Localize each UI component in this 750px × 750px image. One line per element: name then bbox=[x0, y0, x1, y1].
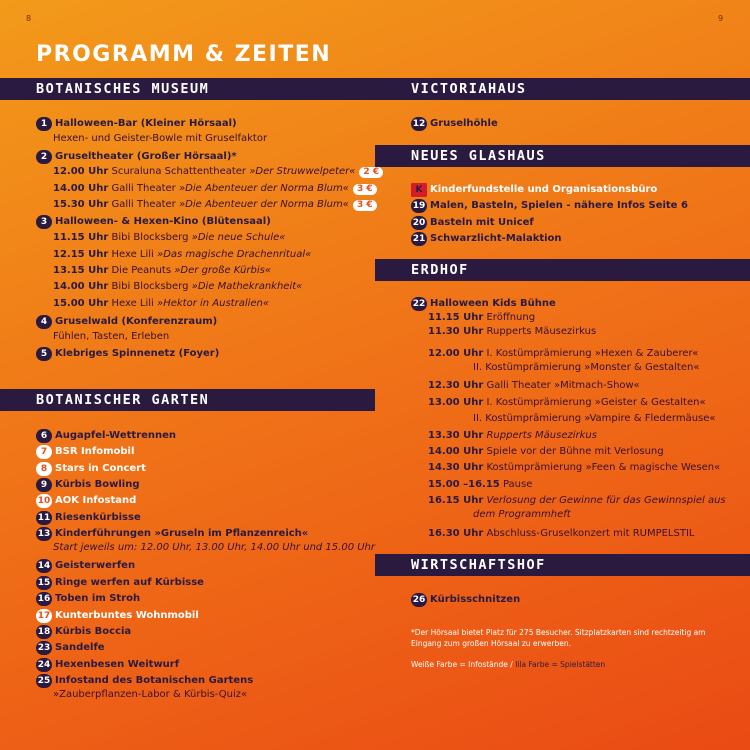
location-number-badge: 20 bbox=[412, 218, 426, 228]
schedule-entry: 12.30 Uhr Galli Theater »Mitmach-Show« bbox=[428, 380, 640, 391]
schedule-entry: 13.30 Uhr Rupperts Mäusezirkus bbox=[428, 430, 597, 441]
location-number-badge: 18 bbox=[37, 627, 51, 637]
page-title: PROGRAMM & ZEITEN bbox=[36, 42, 332, 67]
section-header-wirtschaftshof: WIRTSCHAFTSHOF bbox=[375, 554, 750, 576]
location-number-badge: 16 bbox=[37, 594, 51, 604]
list-item: 13 Kinderführungen »Gruseln im Pflanzenreich« bbox=[37, 528, 309, 539]
list-item: 3 Halloween- & Hexen-Kino (Blütensaal) bbox=[36, 215, 271, 229]
schedule-entry: 14.00 Uhr Spiele vor der Bühne mit Verlosung bbox=[428, 446, 664, 457]
section-header-erdhof: ERDHOF bbox=[375, 259, 750, 281]
schedule-entry: 11.30 Uhr Rupperts Mäusezirkus bbox=[428, 326, 597, 337]
list-item: 9 Kürbis Bowling bbox=[36, 478, 140, 492]
page-number-right: 9 bbox=[718, 14, 724, 23]
list-item: 7 BSR Infomobil bbox=[36, 445, 134, 459]
list-item: 19 Malen, Basteln, Spielen - nähere Infos Seite 6 bbox=[412, 200, 688, 211]
location-number-badge: 17 bbox=[37, 611, 51, 621]
item-description: »Zauberpflanzen-Labor & Kürbis-Quiz« bbox=[53, 689, 248, 700]
section-header-garden: BOTANISCHER GARTEN bbox=[0, 389, 375, 411]
list-item: 25 Infostand des Botanischen Gartens bbox=[37, 675, 254, 686]
schedule-entry: 14.00 Uhr Galli Theater »Die Abenteuer der Norma Blum« 3 € bbox=[53, 183, 377, 195]
section-header-museum: BOTANISCHES MUSEUM bbox=[0, 78, 375, 100]
location-number-badge: 5 bbox=[36, 347, 52, 361]
location-number-badge: 13 bbox=[37, 529, 51, 539]
location-number-badge: 19 bbox=[412, 201, 426, 211]
schedule-entry: 13.00 Uhr I. Kostümprämierung »Geister & Gestalten« bbox=[428, 397, 706, 408]
schedule-entry: 14.30 Uhr Kostümprämierung »Feen & magische Wesen« bbox=[428, 462, 721, 473]
list-item: 2 Gruseltheater (Großer Hörsaal)* bbox=[36, 150, 237, 164]
location-number-badge: 6 bbox=[36, 429, 52, 443]
list-item: 26 Kürbisschnitzen bbox=[412, 594, 521, 605]
location-number-badge: 23 bbox=[37, 643, 51, 653]
location-number-badge: 10 bbox=[37, 496, 51, 506]
list-item: 22 Halloween Kids Bühne bbox=[412, 298, 556, 309]
schedule-entry: 12.00 Uhr Scuraluna Schattentheater »Der Struwwelpeter« 2 € bbox=[53, 166, 383, 178]
list-item: 10 AOK Infostand bbox=[37, 495, 137, 506]
list-item: 8 Stars in Concert bbox=[36, 462, 146, 476]
location-number-badge: 14 bbox=[37, 561, 51, 571]
page-number-left: 8 bbox=[26, 14, 32, 23]
location-number-badge: 8 bbox=[36, 462, 52, 476]
schedule-entry: II. Kostümprämierung »Monster & Gestalten« bbox=[473, 362, 700, 373]
list-item: 17 Kunterbuntes Wohnmobil bbox=[37, 610, 199, 621]
list-item: 15 Ringe werfen auf Kürbisse bbox=[37, 577, 204, 588]
list-item: 5 Klebriges Spinnenetz (Foyer) bbox=[36, 347, 219, 361]
list-item: 18 Kürbis Boccia bbox=[37, 626, 132, 637]
location-number-badge: 7 bbox=[36, 445, 52, 459]
list-item: 24 Hexenbesen Weitwurf bbox=[37, 659, 180, 670]
location-number-badge: 21 bbox=[412, 234, 426, 244]
schedule-entry: 12.15 Uhr Hexe Lili »Das magische Drachenritual« bbox=[53, 249, 312, 260]
item-description: Hexen- und Geister-Bowle mit Gruselfaktor bbox=[53, 133, 268, 144]
location-number-badge: 25 bbox=[37, 676, 51, 686]
list-item: 20 Basteln mit Unicef bbox=[412, 217, 534, 228]
schedule-entry: 11.15 Uhr Eröffnung bbox=[428, 312, 536, 323]
footnote: *Der Hörsaal bietet Platz für 275 Besucher. Sitzplatzkarten sind rechtzeitig am Eingang zum großen Hörsaal zu erwerben. bbox=[411, 628, 706, 648]
price-badge: 2 € bbox=[359, 167, 383, 178]
price-badge: 3 € bbox=[353, 184, 377, 195]
color-legend: Weiße Farbe = Infostände / lila Farbe = Spielstätten bbox=[411, 660, 606, 669]
schedule-entry: 16.30 Uhr Abschluss-Gruselkonzert mit RUMPELSTIL bbox=[428, 528, 695, 539]
location-number-badge: 12 bbox=[412, 119, 426, 129]
item-description: Fühlen, Tasten, Erleben bbox=[53, 331, 170, 342]
list-item: 4 Gruselwald (Konferenzraum) bbox=[36, 315, 217, 329]
section-header-victoriahaus: VICTORIAHAUS bbox=[375, 78, 750, 100]
list-item: 12 Gruselhöhle bbox=[412, 118, 498, 129]
location-number-badge: 24 bbox=[37, 660, 51, 670]
schedule-entry: II. Kostümprämierung »Vampire & Fledermäuse« bbox=[473, 413, 716, 424]
location-number-badge: 1 bbox=[36, 117, 52, 131]
location-number-badge: 2 bbox=[36, 150, 52, 164]
list-item: 14 Geisterwerfen bbox=[37, 560, 136, 571]
list-item: 1 Halloween-Bar (Kleiner Hörsaal) bbox=[36, 117, 237, 131]
list-item: 11 Riesenkürbisse bbox=[37, 512, 141, 523]
location-number-badge: 9 bbox=[36, 478, 52, 492]
list-item: 16 Toben im Stroh bbox=[37, 593, 141, 604]
list-item: 21 Schwarzlicht-Malaktion bbox=[412, 233, 562, 244]
location-letter-badge: K bbox=[411, 183, 427, 197]
list-item: K Kinderfundstelle und Organisationsbüro bbox=[411, 183, 657, 197]
schedule-entry: 11.15 Uhr Bibi Blocksberg »Die neue Schule« bbox=[53, 232, 286, 243]
price-badge: 3 € bbox=[353, 200, 377, 211]
list-item: 6 Augapfel-Wettrennen bbox=[36, 429, 176, 443]
schedule-entry: 13.15 Uhr Die Peanuts »Der große Kürbis« bbox=[53, 265, 272, 276]
location-number-badge: 22 bbox=[412, 299, 426, 309]
location-number-badge: 3 bbox=[36, 215, 52, 229]
section-header-glashaus: NEUES GLASHAUS bbox=[375, 145, 750, 167]
schedule-entry: 15.30 Uhr Galli Theater »Die Abenteuer der Norma Blum« 3 € bbox=[53, 199, 377, 211]
schedule-entry: 15.00 Uhr Hexe Lili »Hektor in Australien« bbox=[53, 298, 270, 309]
schedule-entry: 16.15 Uhr Verlosung der Gewinne für das Gewinnspiel aus bbox=[428, 495, 726, 506]
schedule-entry: 15.00 –16.15 Pause bbox=[428, 479, 533, 490]
location-number-badge: 26 bbox=[412, 595, 426, 605]
schedule-entry: dem Programmheft bbox=[473, 509, 571, 520]
schedule-entry: 12.00 Uhr I. Kostümprämierung »Hexen & Zauberer« bbox=[428, 348, 699, 359]
location-number-badge: 11 bbox=[37, 513, 51, 523]
item-description: Start jeweils um: 12.00 Uhr, 13.00 Uhr, 14.00 Uhr und 15.00 Uhr bbox=[53, 542, 376, 553]
schedule-entry: 14.00 Uhr Bibi Blocksberg »Die Mathekrankheit« bbox=[53, 281, 303, 292]
location-number-badge: 4 bbox=[36, 315, 52, 329]
list-item: 23 Sandelfe bbox=[37, 642, 105, 653]
location-number-badge: 15 bbox=[37, 578, 51, 588]
